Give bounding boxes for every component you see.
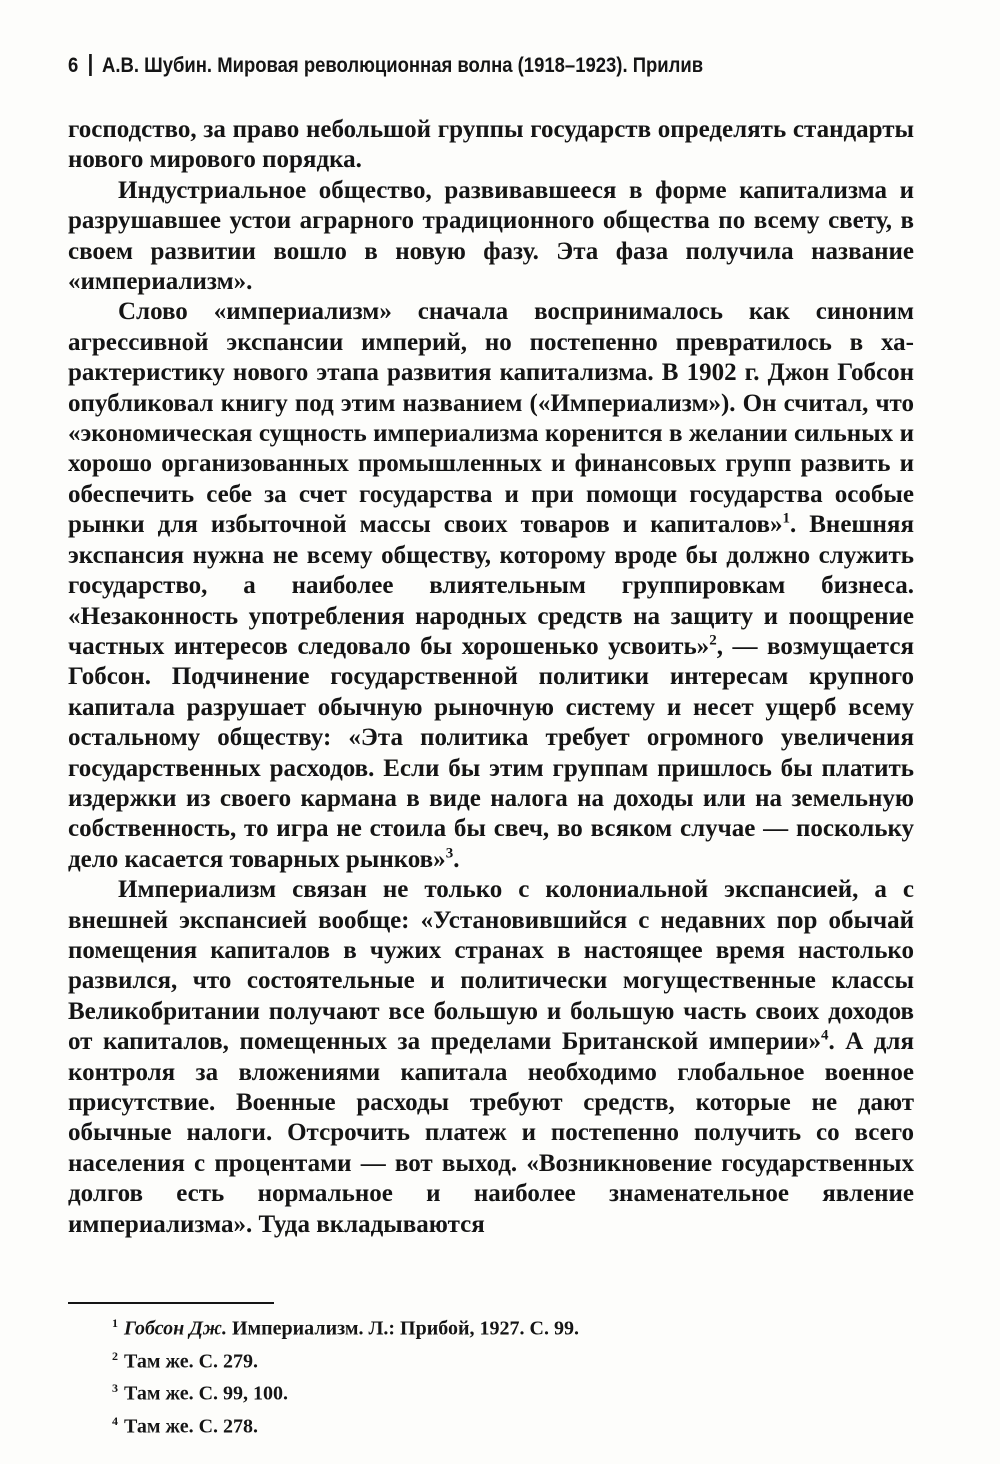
footnote-number: 3: [112, 1381, 118, 1396]
page-number: 6: [68, 54, 79, 77]
footnote-number: 1: [112, 1316, 118, 1330]
paragraph-3-part-a: Слово «империализм» сначала воспринималось как синоним агрессивной экспансии империй, но постепенно превратилось в характеристику нового этапа развития капитализма. В 1902 г. Джон Гобсон опубликовал книгу под этим названием («Империализм»). Он считал, что «экономическая сущность империализма коренится в желании сильных и хорошо организованных промышленных и финансовых групп развить и обеспечить себе за счет государства и при помощи государства особые рынки для избыточной массы своих товаров и капиталов»: [68, 298, 914, 539]
footnotes: [112, 1310, 812, 1441]
paragraph-3-part-b: . Внешняя экспансия нужна не всему обществу, которому вроде бы должно служить государство, а наиболее влиятельным группировкам бизнеса. «Незаконность употребления народных средств на защиту и поощрение частных интересов следовало бы хорошенько усвоить»: [68, 511, 914, 660]
header-separator: [89, 54, 92, 76]
paragraph-4-part-a: Империализм связан не только с колониальной экспансией, а с внешней экспансией вообще: «Установившийся с недавних пор обычай помещения капиталов в чужих странах в настоящее время настолько развился, что состоятельные и политически могущественные классы Великобритании получают все большую и большую часть своих доходов от капиталов, помещенных за пределами Британской империи»: [68, 876, 914, 1056]
footnote-4: [112, 1408, 812, 1441]
footnote-text: Там же. С. 278.: [124, 1415, 259, 1438]
running-title: А.В. Шубин. Мировая революционная волна (1918–1923). Прилив: [102, 54, 704, 77]
paragraph-2: Индустриальное общество, развивавшееся в форме капитализма и разрушавшее устои аграрного традиционного общества по всему свету, в своем развитии вошло в новую фазу. Эта фаза получила название «империализм».: [68, 176, 914, 296]
footnote-ref-2[interactable]: 2: [709, 632, 717, 649]
footnote-ref-1[interactable]: 1: [782, 510, 790, 527]
footnote-author: Гобсон Дж.: [124, 1317, 227, 1340]
paragraph-3-part-c: , — возмущается Гобсон. Подчинение государственной политики интересам крупного капитала разрушает обычную рыночную систему и несет ущерб всему остальному обществу: «Эта политика требует огромного увеличения государственных расходов. Если бы этим группам пришлось бы платить издержки из своего кармана в виде налога на доходы или на земельную собственность, то игра не стоила бы свеч, во всяком случае — поскольку дело касается товарных рынков»: [68, 632, 914, 873]
footnote-ref-4[interactable]: 4: [820, 1027, 829, 1044]
paragraph-4: [68, 875, 914, 1240]
paragraph-3-part-d: .: [453, 845, 460, 873]
footnote-number: 4: [112, 1413, 118, 1428]
main-text: [68, 115, 914, 1240]
paragraph-4-part-b: . А для контроля за вложениями капитала необходимо глобальное военное присутствие. Военные расходы требуют средств, которые не дают обычные налоги. Отсрочить платеж и постепенно получить со всего населения с процентами — вот выход. «Возникновение государственных долгов есть нормальное и наиболее знаменательное явление империализма». Туда вкладываются: [68, 1028, 914, 1238]
footnote-ref-3[interactable]: 3: [445, 845, 454, 862]
footnote-divider: [68, 1302, 274, 1304]
footnote-text: Там же. С. 99, 100.: [124, 1382, 289, 1405]
footnote-2: [112, 1343, 812, 1376]
footnote-number: 2: [112, 1348, 118, 1363]
running-header: [68, 48, 825, 84]
footnote-3: [112, 1375, 812, 1408]
footnote-1: [112, 1310, 812, 1343]
paragraph-1: господство, за право небольшой группы государств определять стандарты нового мирового порядка.: [68, 116, 914, 174]
paragraph-3: [68, 297, 914, 875]
footnote-text: Империализм. Л.: Прибой, 1927. С. 99.: [226, 1317, 579, 1340]
footnote-text: Там же. С. 279.: [124, 1350, 259, 1373]
